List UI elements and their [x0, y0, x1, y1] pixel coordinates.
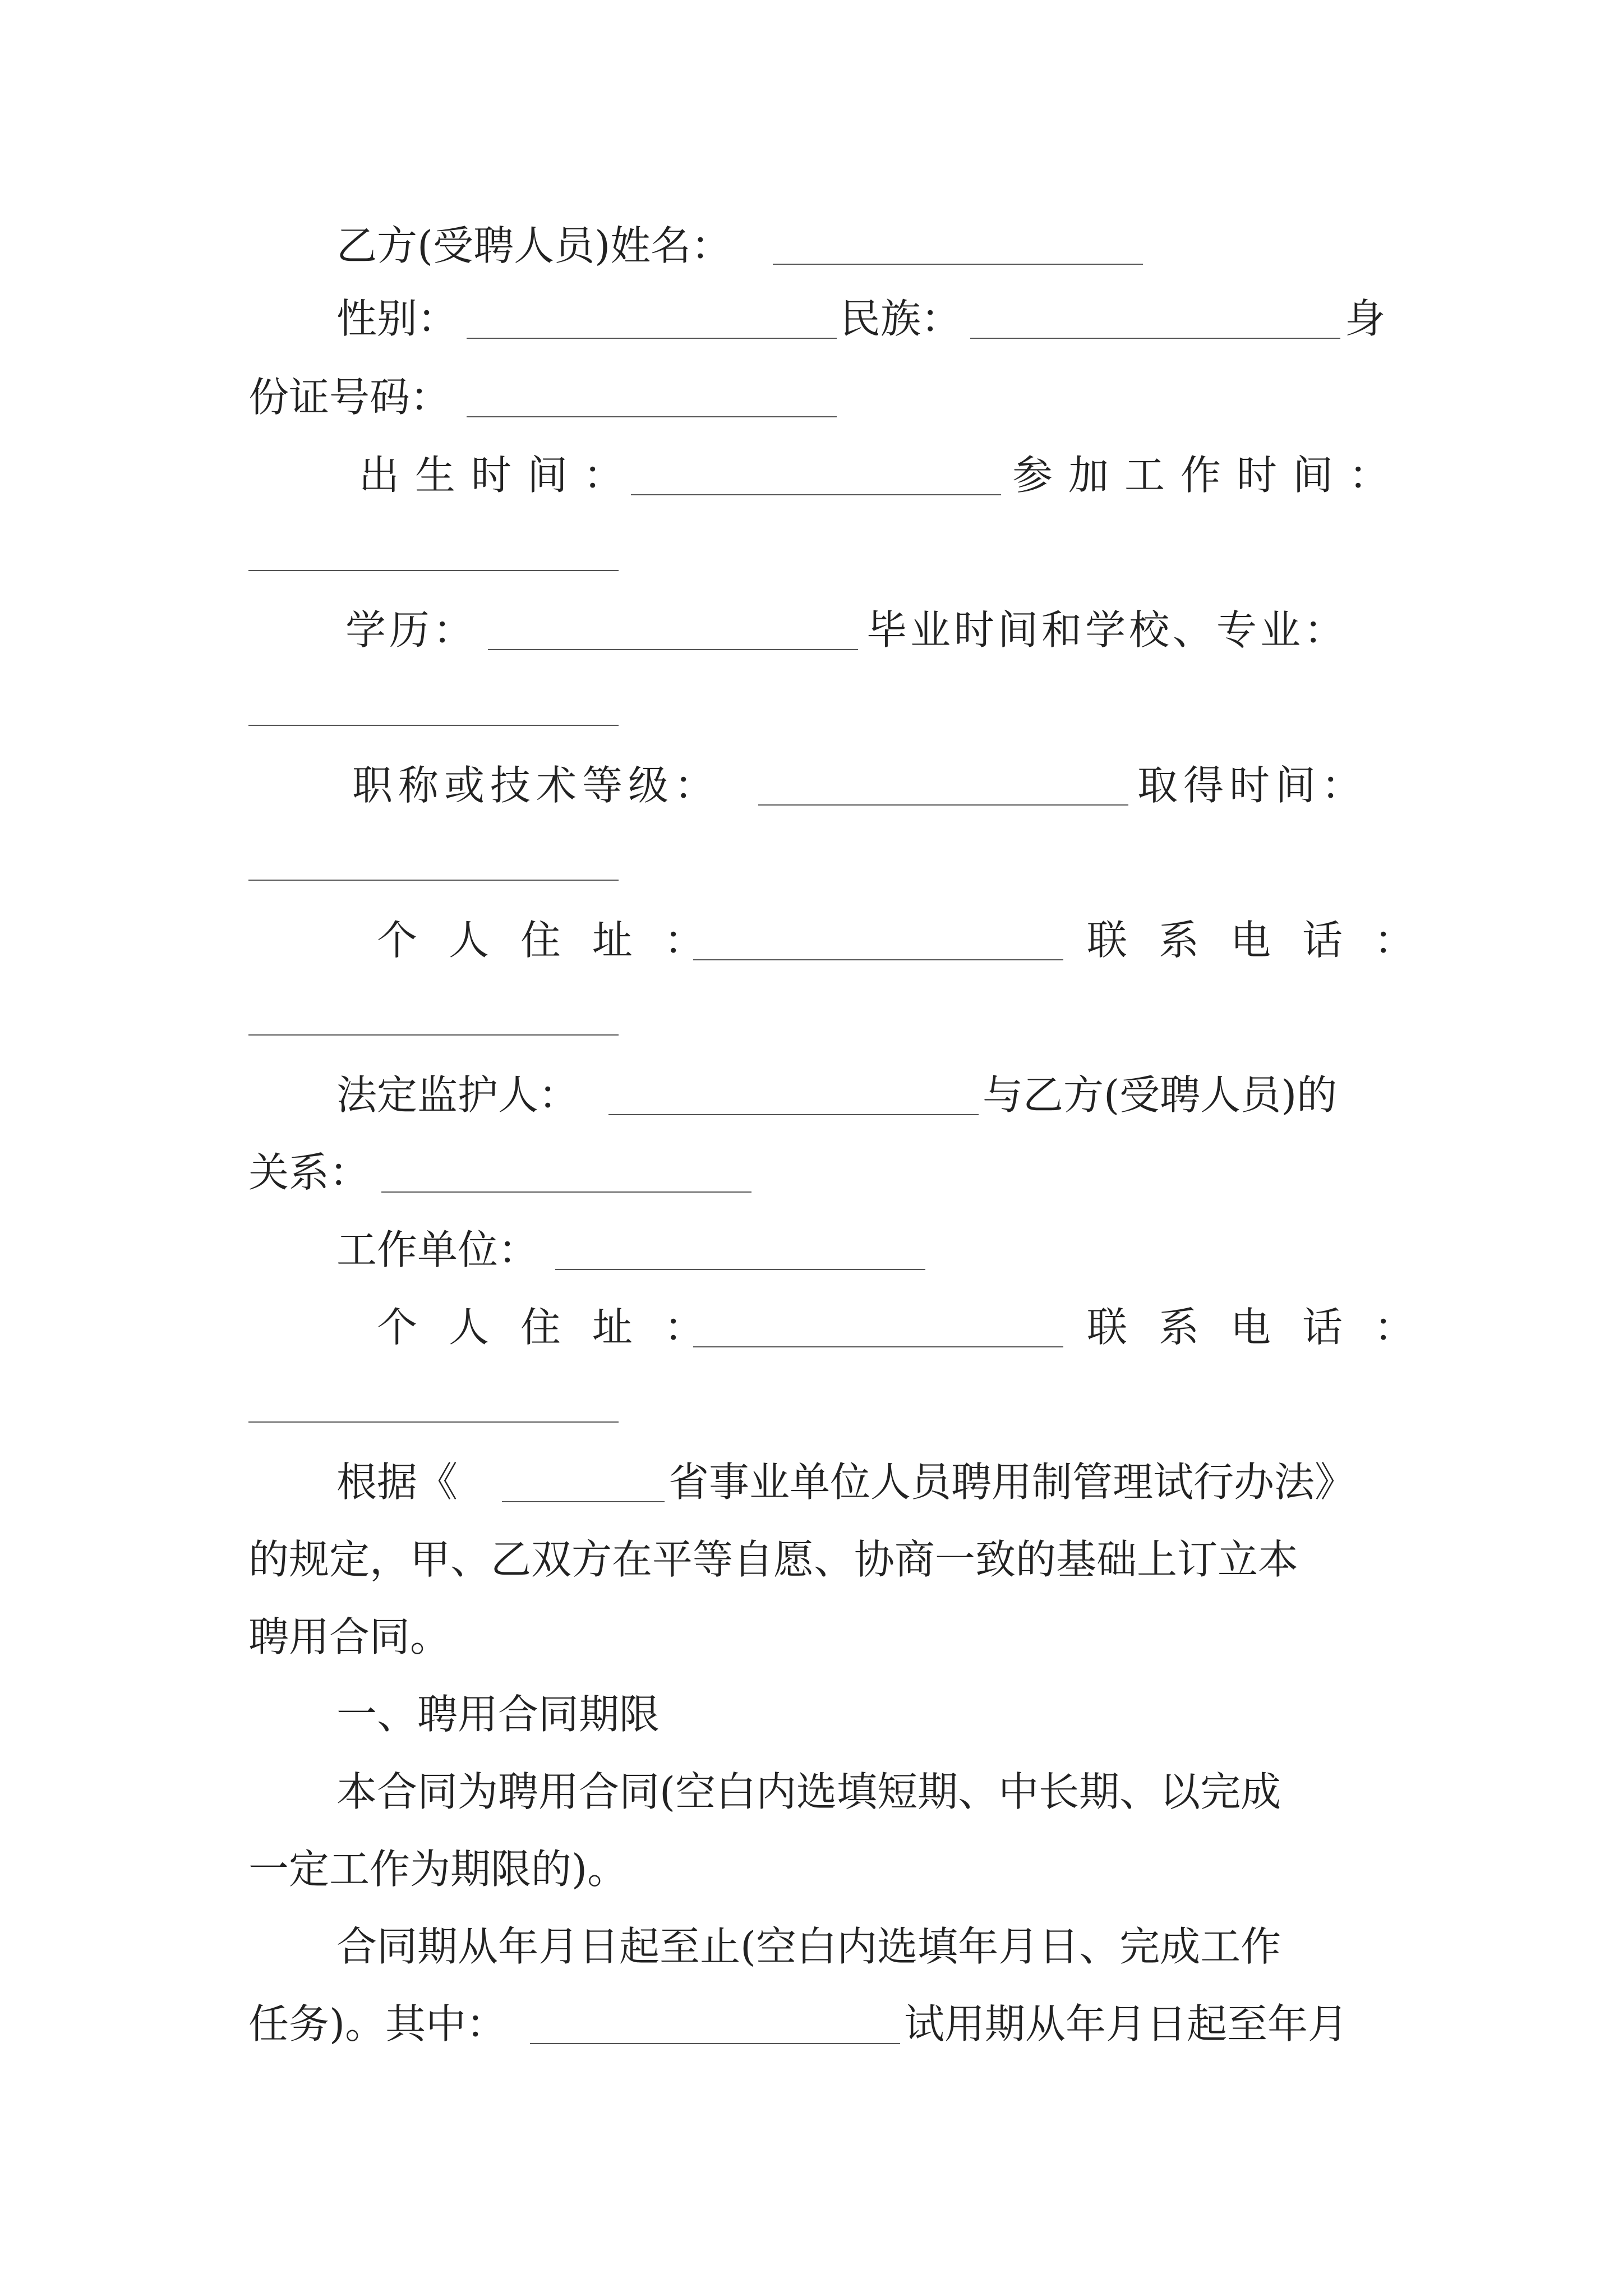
province-blank[interactable] — [502, 1501, 665, 1502]
probation-text: 试用期从年月日起至年月 — [904, 2000, 1349, 2047]
gender-label: 性别： — [336, 295, 458, 342]
birth-label: 出生时间： — [359, 452, 640, 499]
birth-blank[interactable] — [631, 494, 1001, 495]
phone-label: 联系电话： — [1087, 917, 1446, 964]
section-heading: 一、聘用合同期限 — [336, 1691, 660, 1738]
guardian-address-label: 个人住址： — [377, 1304, 736, 1351]
workplace-blank[interactable] — [555, 1269, 925, 1270]
graduation-label: 毕业时间和学校、专业： — [866, 606, 1348, 654]
education-blank[interactable] — [488, 649, 858, 650]
basis-text-b: 省事业单位人员聘用制管理试行办法》 — [668, 1458, 1355, 1506]
guardian-blank[interactable] — [608, 1114, 979, 1115]
obtained-blank[interactable] — [248, 880, 619, 881]
ethnicity-blank[interactable] — [970, 338, 1340, 339]
address-label: 个人住址： — [377, 917, 736, 964]
address-blank[interactable] — [693, 959, 1063, 960]
basis-text-c: 的规定，甲、乙双方在平等自愿、协商一致的基础上订立本 — [248, 1536, 1299, 1583]
guardian-phone-blank[interactable] — [248, 1421, 619, 1423]
guardian-address-blank[interactable] — [693, 1346, 1063, 1347]
period-blank[interactable] — [530, 2043, 900, 2044]
title-blank[interactable] — [758, 804, 1128, 806]
education-label: 学历： — [345, 606, 477, 654]
contract-type-text-a: 本合同为聘用合同(空白内选填短期、中长期、以完成 — [336, 1768, 1281, 1815]
phone-blank[interactable] — [248, 1034, 619, 1036]
obtained-label: 取得时间： — [1137, 762, 1368, 809]
relation-label: 与乙方(受聘人员)的 — [983, 1071, 1338, 1119]
name-blank[interactable] — [773, 264, 1143, 265]
guardian-label: 法定监护人： — [336, 1071, 579, 1119]
basis-text-a: 根据《 — [336, 1458, 458, 1506]
graduation-blank[interactable] — [248, 725, 619, 726]
work-start-blank[interactable] — [248, 570, 619, 571]
contract-type-text-b: 一定工作为期限的)。 — [248, 1846, 628, 1893]
id-label-2: 份证号码： — [248, 374, 451, 421]
gender-blank[interactable] — [467, 338, 837, 339]
contract-period-text-b: 任务)。其中： — [248, 2000, 507, 2047]
title-label: 职称或技术等级： — [352, 762, 721, 809]
id-number-blank[interactable] — [467, 416, 837, 417]
ethnicity-label: 民族： — [840, 295, 962, 342]
contract-period-text-a: 合同期从年月日起至止(空白内选填年月日、完成工作 — [336, 1923, 1281, 1970]
id-label-1: 身 — [1345, 295, 1386, 342]
relation-blank[interactable] — [381, 1191, 751, 1193]
work-start-label: 参加工作时间： — [1012, 452, 1405, 499]
name-label: 乙方(受聘人员)姓名： — [336, 222, 732, 269]
basis-text-d: 聘用合同。 — [248, 1613, 451, 1660]
workplace-label: 工作单位： — [336, 1226, 539, 1273]
guardian-phone-label: 联系电话： — [1087, 1304, 1446, 1351]
relation-label-2: 关系： — [248, 1149, 370, 1196]
